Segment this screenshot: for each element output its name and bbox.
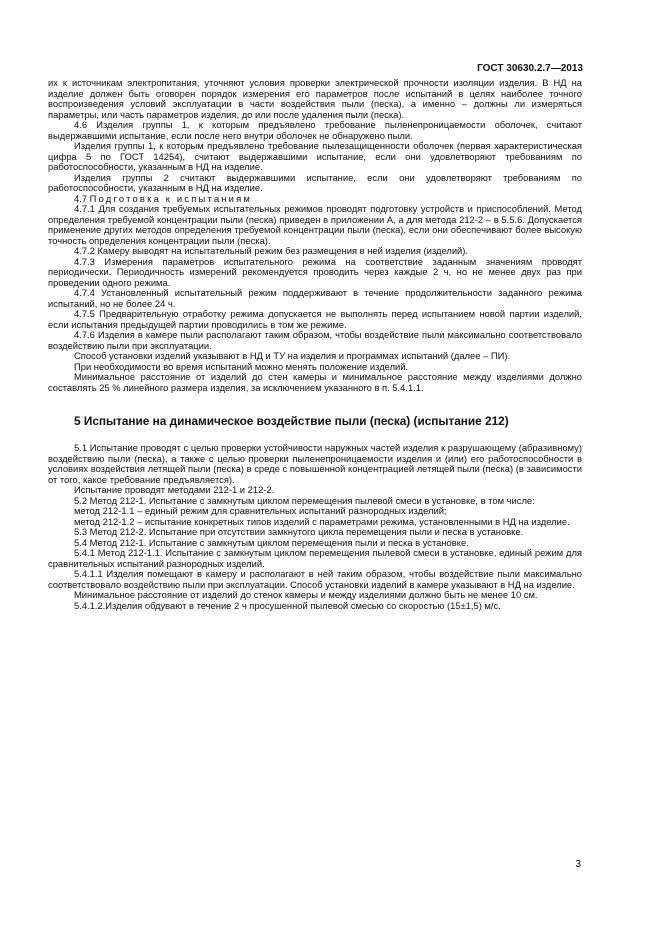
- paragraph: 5.2 Метод 212-1. Испытание с замкнутым циклом перемещения пылевой смеси в установке, в том числе:: [74, 494, 535, 506]
- document-code-header: ГОСТ 30630.2.7—2013: [477, 63, 583, 74]
- section-title: 5 Испытание на динамическое воздействие пыли (песка) (испытание 212): [74, 414, 509, 428]
- paragraph: 4.7.2 Камеру выводят на испытательный режим без размещения в ней изделия (изделий).: [74, 245, 469, 256]
- paragraph: Испытание проводят методами 212-1 и 212-2.: [74, 484, 275, 495]
- paragraph: метод 212-1.1 – единый режим для сравнительных испытаний разнородных изделий;: [74, 505, 447, 516]
- paragraph: 4.7.4 Установленный испытательный режим поддерживают в течение продолжительности заданного режима испытаний, но не более 24 ч.: [48, 287, 582, 309]
- paragraph: 4.7.5 Предварительную отработку режима допускается не выполнять перед испытанием новой партии изделий, если испытания предыдущей партии проводились в том же режиме.: [48, 308, 582, 330]
- document-body: [48, 78, 582, 611]
- paragraph: 5.4.1.2.Изделия обдувают в течение 2 ч просушенной пылевой смесью со скоростью (15±1,5) м/с.: [74, 599, 501, 611]
- paragraph: Способ установки изделий указывают в НД и ТУ на изделия и программах испытаний (далее – ПИ).: [74, 350, 511, 361]
- paragraph: их к источникам электропитания, уточняют условия проверки электрической прочности изоляции изделия. В НД на изделие должен быть оговорен порядок измерения его параметров после испытаний в целях наиболее точного воспроизведения условий эксплуатации в части воздействия пыли (песка), а именно – должны ли измеряться параметры, или часть параметров изделия, до или после удаления пыли (песка).: [48, 77, 582, 120]
- paragraph: Изделия группы 2 считают выдержавшими испытание, если они удовлетворяют требованиям по работоспособности, указанным в НД на изделие.: [48, 171, 582, 193]
- paragraph: Минимальное расстояние от изделий до стен камеры и минимальное расстояние между изделиями должно составлять 25 % линейного размера изделия, за исключением указанного в п. 5.4.1.1.: [48, 371, 582, 393]
- paragraph: 4.7.1 Для создания требуемых испытательных режимов проводят подготовку устройств и приспособлений. Метод определения требуемой концентрации пыли (песка) приведен в приложении А, а для метода 212-2 – в 5.5.6. Допускается применение других методов определения требуемой концентрации пыли (песка), если они обеспечивают более высокую точность определения концентрации пыли (песка).: [48, 203, 582, 246]
- paragraph: 5.4.1 Метод 212-1.1. Испытание с замкнутым циклом перемещения пылевой смеси в установке, единый режим для сравнительных испытаний разнородных изделий.: [48, 547, 582, 569]
- paragraph: 4.6 Изделия группы 1, к которым предъявлено требование пыленепроницаемости оболочек, считают выдержавшими испытание, если после него внутри оболочек не обнаружено пыли.: [48, 119, 582, 141]
- paragraph: Изделия группы 1, к которым предъявлено требование пылезащищенности оболочек (первая характеристическая цифра 5 по ГОСТ 14254), считают выдержавшими испытание, если они удовлетворяют требованиям по работоспособности, указанным в НД на изделие.: [48, 140, 582, 172]
- paragraph: Минимальное расстояние от изделий до стенок камеры и между изделиями должно быть не менее 10 см.: [74, 589, 538, 600]
- paragraph: 5.1 Испытание проводят с целью проверки устойчивости наружных частей изделия к разрушающему (абразивному) воздействию пыли (песка), а также с целью проверки пыленепроницаемости изделия и (или) его работоспособности в условиях воздействия летящей пыли (песка) в среде с повышенной концентрацией летящей пыли (песка) (в зависимости от того, какое требование предъявляется).: [48, 442, 582, 485]
- paragraph: 5.3 Метод 212-2. Испытание при отсутствии замкнутого цикла перемещения пыли и песка в установке.: [74, 526, 524, 537]
- paragraph: 5.4.1.1 Изделия помещают в камеру и располагают в ней таким образом, чтобы воздействие пыли максимально соответствовало воздействию пыли при эксплуатации. Способ установки изделий в камере указывают в НД на изделие.: [48, 568, 582, 590]
- paragraph: При необходимости во время испытаний можно менять положение изделий.: [74, 360, 409, 372]
- page-number: 3: [575, 859, 581, 870]
- subsection-number: 4.7: [74, 192, 88, 204]
- paragraph: 4.7.3 Измерения параметров испытательного режима на соответствие заданным значениям проводят периодически. Периодичность измерений рекомендуется проводить через каждые 2 ч, но не менее двух раз при проведении одного режима.: [48, 255, 582, 288]
- paragraph: 4.7.6 Изделия в камере пыли располагают таким образом, чтобы воздействие пыли максимально соответствовало воздействию пыли при эксплуатации.: [48, 329, 582, 351]
- subsection-title: Подготовка к испытаниям: [89, 192, 252, 204]
- paragraph: 5.4 Метод 212-1. Испытание с замкнутым циклом перемещения пыли и песка в установке.: [74, 536, 469, 548]
- paragraph: метод 212-1.2 – испытание конкретных типов изделий с параметрами режима, установленными в НД на изделие.: [74, 515, 570, 527]
